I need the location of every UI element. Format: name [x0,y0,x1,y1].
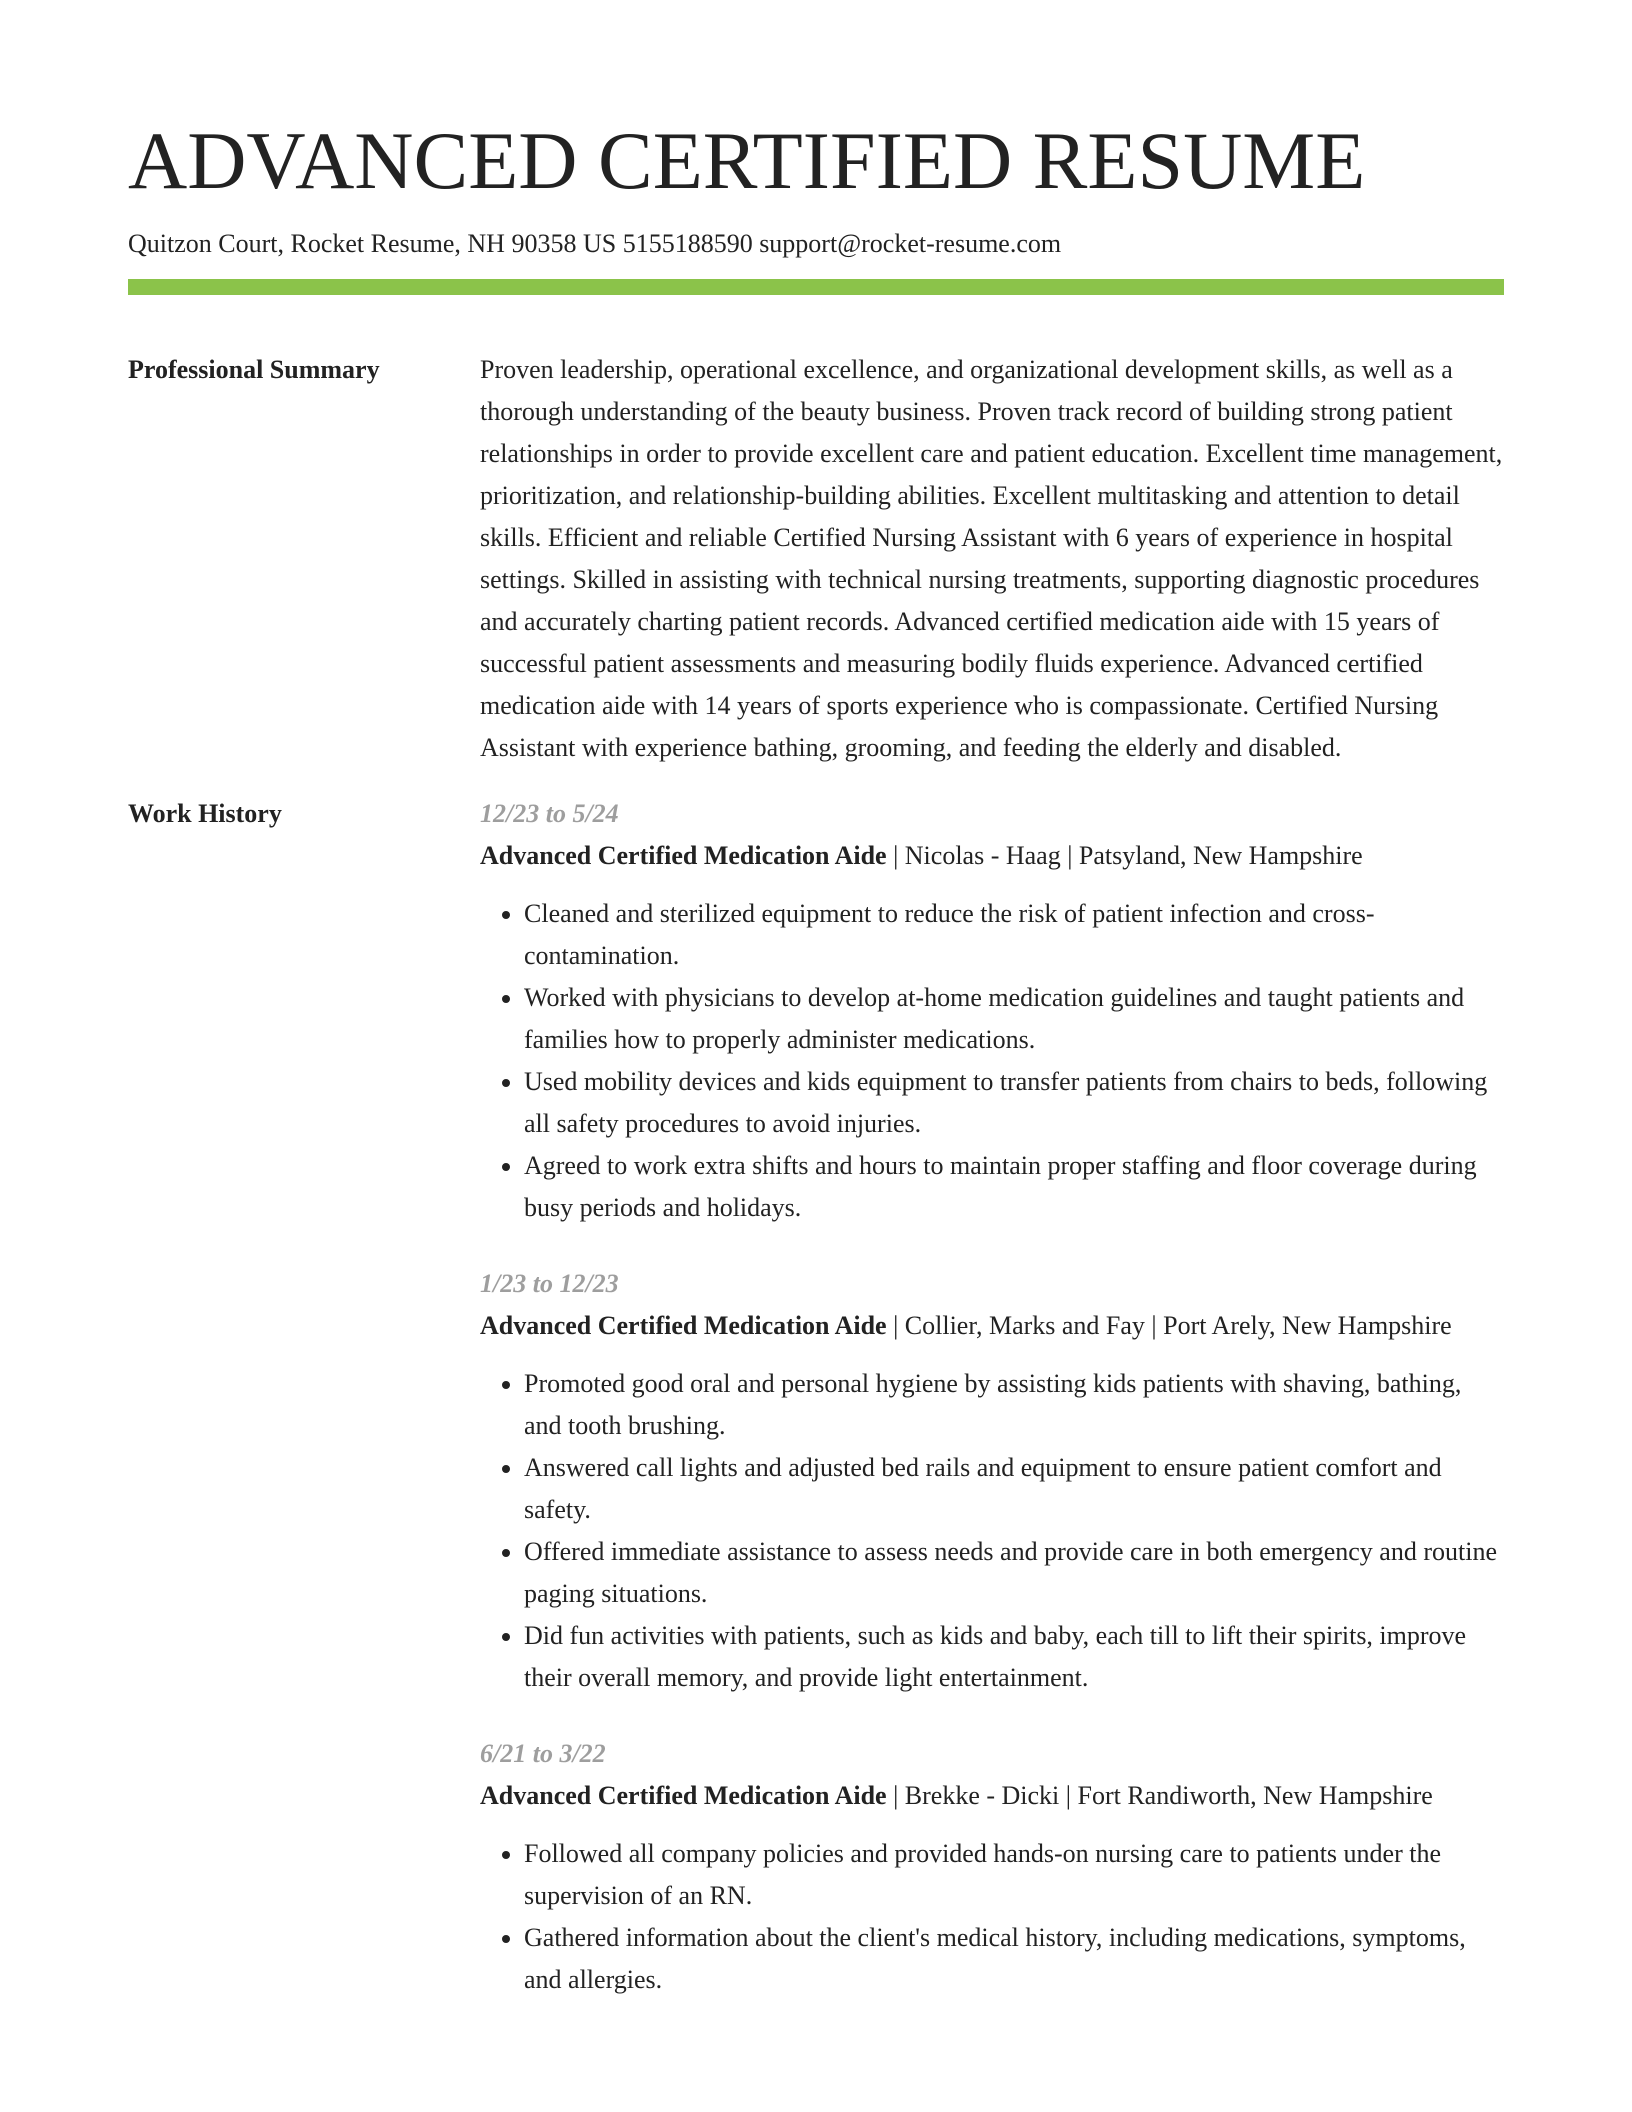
summary-section [128,349,1504,769]
job-bullet: • Used mobility devices and kids equipment to transfer patients from chairs to beds, following all safety procedures to avoid injuries. [524,1061,1504,1145]
job-title-line [480,1305,1504,1347]
contact-email: support@rocket-resume.com [759,229,1062,258]
job-bullets [480,1363,1504,1699]
job-bullet: • Did fun activities with patients, such as kids and baby, each till to lift their spirits, improve their overall memory, and provide light entertainment. [524,1615,1504,1699]
job-entry [480,1263,1504,1699]
contact-address: Quitzon Court, Rocket Resume, NH 90358 US [128,229,617,258]
resume-name: ADVANCED CERTIFIED RESUME [128,115,1366,206]
job-bullet: • Answered call lights and adjusted bed rails and equipment to ensure patient comfort and safety. [524,1447,1504,1531]
job-bullet: • Followed all company policies and provided hands-on nursing care to patients under the supervision of an RN. [524,1833,1504,1917]
job-details: | Nicolas - Haag | Patsyland, New Hampshire [886,841,1363,871]
job-bullet: • Worked with physicians to develop at-home medication guidelines and taught patients and families how to properly administer medications. [524,977,1504,1061]
job-bullet: • Gathered information about the client's medical history, including medications, symptoms, and allergies. [524,1917,1504,2001]
job-entry [480,793,1504,1229]
job-dates: 6/21 to 3/22 [480,1739,606,1769]
job-details: | Collier, Marks and Fay | Port Arely, New Hampshire [886,1311,1452,1341]
summary-text: Proven leadership, operational excellence, and organizational development skills, as well as a thorough understanding of the beauty business. Proven track record of building strong patient relationships in order to provide excellent care and patient education. Excellent time management, prioritization, and relationship-building abilities. Excellent multitasking and attention to detail skills. Efficient and reliable Certified Nursing Assistant with 6 years of experience in hospital settings. Skilled in assisting with technical nursing treatments, supporting diagnostic procedures and accurately charting patient records. Advanced certified medication aide with 15 years of successful patient assessments and measuring bodily fluids experience. Advanced certified medication aide with 14 years of sports experience who is compassionate. Certified Nursing Assistant with experience bathing, grooming, and feeding the elderly and disabled. [480,355,1503,763]
job-title: Advanced Certified Medication Aide [480,841,887,871]
job-bullets [480,893,1504,1229]
summary-body [480,349,1504,769]
job-title: Advanced Certified Medication Aide [480,1311,887,1341]
job-bullets [480,1833,1504,2001]
job-title-line [480,835,1504,877]
job-bullet: • Offered immediate assistance to assess needs and provide care in both emergency and routine paging situations. [524,1531,1504,1615]
job-dates: 12/23 to 5/24 [480,799,619,829]
job-dates: 1/23 to 12/23 [480,1269,619,1299]
accent-divider [128,279,1504,295]
contact-phone: 5155188590 [622,229,753,258]
job-bullet: • Promoted good oral and personal hygiene by assisting kids patients with shaving, bathing, and tooth brushing. [524,1363,1504,1447]
work-history-heading: Work History [128,799,282,829]
summary-heading: Professional Summary [128,355,380,385]
job-title-line [480,1775,1504,1817]
job-bullet: • Agreed to work extra shifts and hours to maintain proper staffing and floor coverage during busy periods and holidays. [524,1145,1504,1229]
work-history-body [480,793,1504,2035]
contact-line [128,228,1504,259]
job-entry [480,1733,1504,2001]
job-bullet: • Cleaned and sterilized equipment to reduce the risk of patient infection and cross-contamination. [524,893,1504,977]
resume-page [128,115,1504,2035]
job-details: | Brekke - Dicki | Fort Randiworth, New Hampshire [886,1781,1433,1811]
work-history-section [128,793,1504,2035]
job-title: Advanced Certified Medication Aide [480,1781,887,1811]
